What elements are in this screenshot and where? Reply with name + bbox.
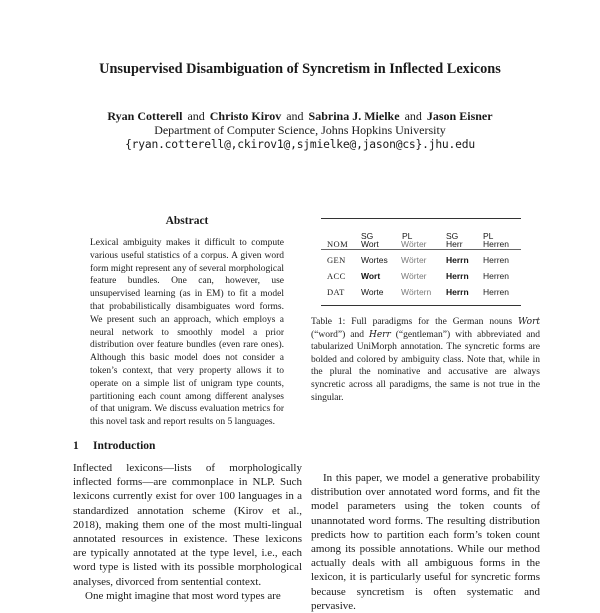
table-cell: Worte bbox=[361, 287, 384, 297]
column-header: PL bbox=[402, 231, 413, 241]
caption-script-word: Wort bbox=[518, 317, 540, 327]
paragraph: Inflected lexicons—lists of morphologically inflected forms—are commonplace in NLP. Such lexicons currently exist for over 100 languages in a standardized annotation scheme (Kirov et al., 2018), making them one of the most multi-lingual annotated resources in existence. These lexicons are typically annotated at the type level, i.e., each word type is listed with its possible morphological analyses, divorced from sentential context. bbox=[73, 462, 302, 588]
caption-text: (“word”) and bbox=[311, 329, 369, 340]
abstract-text: Lexical ambiguity makes it difficult to compute various useful statistics of a corpus. A given word form might represent any of several morphological feature bundles. One can, however, use unsupervised learning (as in EM) to fit a model that probabilistically disambiguates word forms. We present such an approach, which employs a neural network to smoothly model a prior distribution over feature bundles (even rare ones). Although this basic model does not consider a token’s context, that very property allows it to operate on a simple list of unigram type counts, partitioning each count among different analyses of that unigram. We discuss evaluation metrics for this novel task and report results on 5 languages. bbox=[90, 238, 284, 428]
and-word: and bbox=[187, 109, 205, 123]
table-cell: Wort bbox=[361, 271, 381, 281]
author-name: Sabrina J. Mielke bbox=[308, 109, 400, 123]
table-rule bbox=[321, 218, 521, 219]
author-name: Christo Kirov bbox=[209, 109, 282, 123]
caption-text: Table 1: Full paradigms for the German nouns bbox=[311, 317, 519, 327]
row-label: ACC bbox=[327, 271, 346, 281]
table-cell: Wortes bbox=[361, 255, 388, 265]
row-label: GEN bbox=[327, 255, 346, 265]
table-cell: Herren bbox=[483, 271, 509, 281]
abstract-heading: Abstract bbox=[165, 215, 209, 227]
table-cell: Wörter bbox=[401, 255, 427, 265]
paper-title: Unsupervised Disambiguation of Syncretism in Inflected Lexicons bbox=[99, 61, 501, 77]
section-number: 1 bbox=[73, 440, 79, 452]
table-cell: Herren bbox=[483, 255, 509, 265]
paragraph: In this paper, we model a generative probability distribution over annotated word forms, and fit the model parameters using the token counts of unannotated word forms. The resulting distribution predicts how to partition each form’s token count among its possible annotations. While our method actually deals with all ambiguous forms in the lexicon, it is particularly useful for syncretic forms because syncretism is often systematic and pervasive. bbox=[311, 472, 540, 612]
column-header: PL bbox=[483, 231, 494, 241]
table-cell: Herr bbox=[446, 239, 463, 249]
section-heading bbox=[73, 440, 303, 452]
table-cell: Herrn bbox=[446, 287, 469, 297]
section-title: Introduction bbox=[93, 440, 156, 452]
affiliation: Department of Computer Science, Johns Hopkins University bbox=[154, 123, 446, 137]
table-rule bbox=[321, 249, 521, 250]
right-column-text bbox=[311, 471, 540, 613]
table-rule bbox=[321, 305, 521, 306]
author-emails: {ryan.cotterell@,ckirov1@,sjmielke@,jason@cs}.jhu.edu bbox=[125, 138, 475, 151]
and-word: and bbox=[286, 109, 304, 123]
table-cell: Wort bbox=[361, 239, 379, 249]
caption-text: (“gentleman”) with abbreviated and tabularized UniMorph annotation. The syncretic forms are bolded and colored by ambiguity class. Note that, while in the plural the nominative and accusative are always syncretic across all paradigms, the same is not true in the singular. bbox=[311, 329, 540, 403]
table-caption bbox=[311, 316, 540, 404]
table-cell: Wörter bbox=[401, 271, 427, 281]
introduction-text bbox=[73, 461, 302, 603]
column-header: SG bbox=[446, 231, 459, 241]
table-cell: Herrn bbox=[446, 255, 469, 265]
table-cell: Wörter bbox=[401, 239, 427, 249]
caption-script-word: Herr bbox=[369, 329, 391, 340]
author-name: Ryan Cotterell bbox=[107, 109, 183, 123]
author-list bbox=[0, 109, 600, 124]
table-cell: Herren bbox=[483, 287, 509, 297]
table-cell: Herren bbox=[483, 239, 509, 249]
table-cell: Herrn bbox=[446, 271, 469, 281]
paragraph: One might imagine that most word types are bbox=[85, 589, 281, 602]
author-name: Jason Eisner bbox=[426, 109, 493, 123]
and-word: and bbox=[404, 109, 422, 123]
table-cell: Wörtern bbox=[401, 287, 432, 297]
row-label: NOM bbox=[327, 239, 349, 249]
row-label: DAT bbox=[327, 287, 345, 297]
column-header: SG bbox=[361, 231, 374, 241]
